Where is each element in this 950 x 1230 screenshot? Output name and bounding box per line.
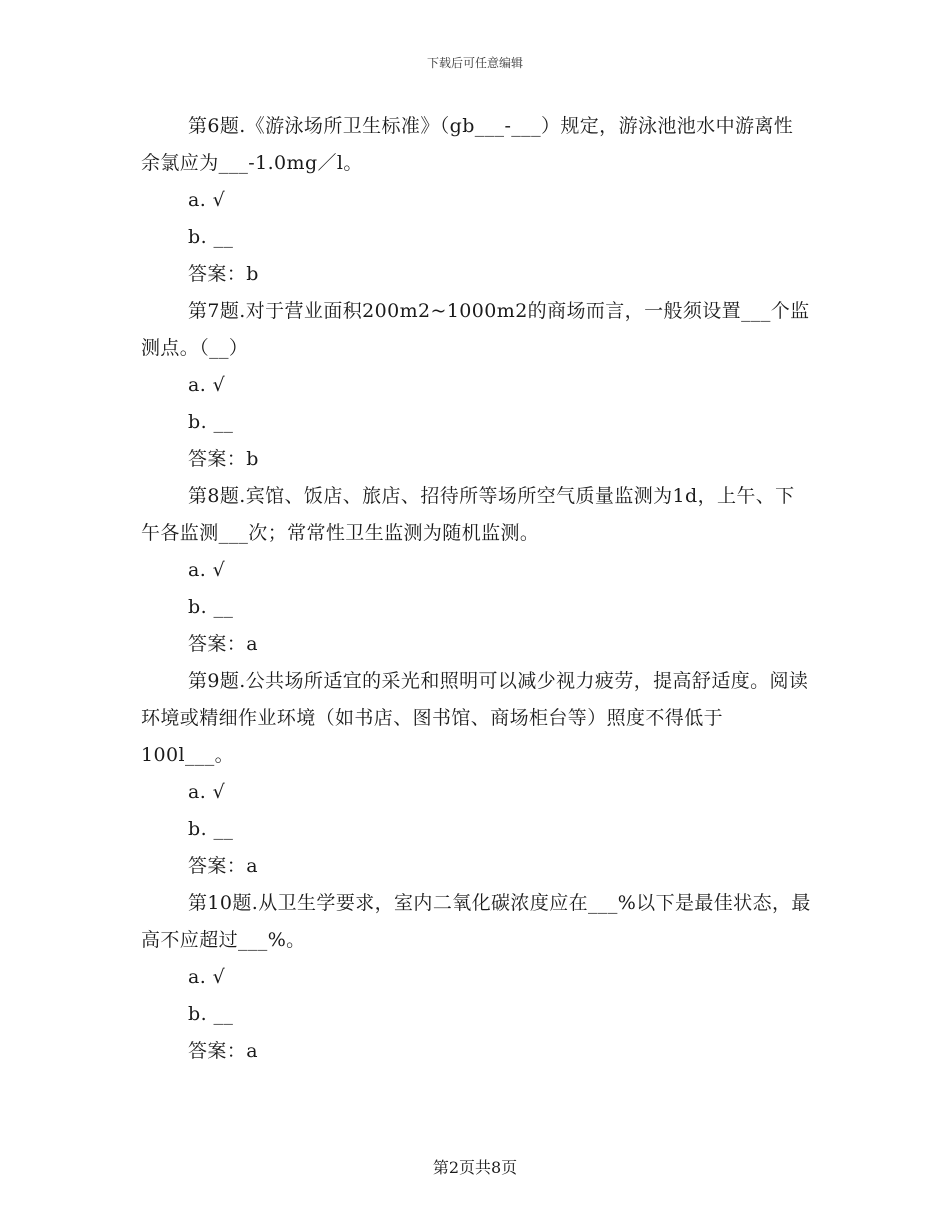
question-block: [141, 478, 811, 663]
question-block: [141, 293, 811, 478]
answer: 答案：b: [188, 448, 259, 470]
option-b: b. __: [188, 1003, 234, 1025]
question-text: 第6题.《游泳场所卫生标准》（gb___-___）规定，游泳池池水中游离性余氯应为___-1.0mg／l。: [141, 115, 794, 174]
option-a: a. √: [188, 966, 226, 988]
option-b: b. __: [188, 411, 234, 433]
option-a: a. √: [188, 781, 226, 803]
question-block: [141, 663, 811, 885]
option-a: a. √: [188, 189, 226, 211]
option-a: a. √: [188, 559, 226, 581]
question-block: [141, 108, 811, 293]
question-block: [141, 885, 811, 1070]
question-text: 第8题.宾馆、饭店、旅店、招待所等场所空气质量监测为1d，上午、下午各监测___次；常常性卫生监测为随机监测。: [141, 485, 795, 544]
answer: 答案：a: [188, 855, 258, 877]
answer: 答案：b: [188, 263, 259, 285]
answer: 答案：a: [188, 633, 258, 655]
page-number: 第2页共8页: [432, 1158, 518, 1177]
document-body: [141, 108, 811, 1070]
question-text: 第10题.从卫生学要求，室内二氧化碳浓度应在___%以下是最佳状态，最高不应超过___%。: [141, 892, 811, 951]
question-text: 第9题.公共场所适宜的采光和照明可以减少视力疲劳，提高舒适度。阅读环境或精细作业环境（如书店、图书馆、商场柜台等）照度不得低于100l___。: [141, 670, 809, 766]
option-a: a. √: [188, 374, 226, 396]
option-b: b. __: [188, 226, 234, 248]
option-b: b. __: [188, 596, 234, 618]
option-b: b. __: [188, 818, 234, 840]
question-text: 第7题.对于营业面积200m2~1000m2的商场而言，一般须设置___个监测点。（__）: [141, 300, 810, 359]
answer: 答案：a: [188, 1040, 258, 1062]
page-header: 下载后可任意编辑: [426, 56, 523, 70]
